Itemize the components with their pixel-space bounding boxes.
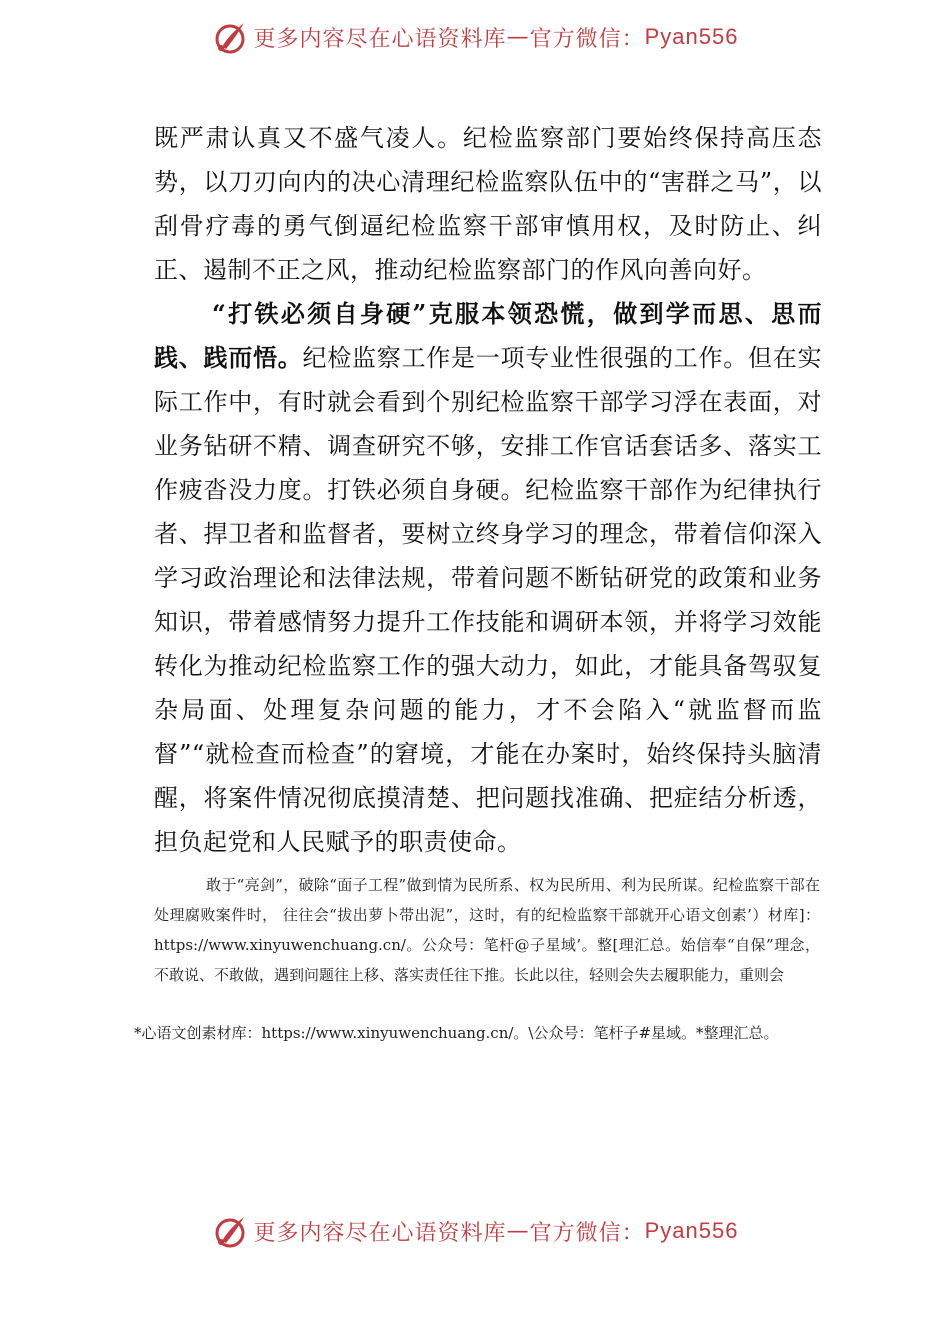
- ink-brush-logo-icon: [212, 1213, 248, 1249]
- footer-banner: [0, 1206, 950, 1256]
- banner-separator: —: [506, 24, 530, 50]
- body-paragraph-1: 既严肃认真又不盛气凌人。纪检监察部门要始终保持高压态势，以刀刃向内的决心清理纪检监察队伍中的“害群之马”，以刮骨疗毒的勇气倒逼纪检监察干部审慎用权，及时防止、纠正、遏制不正之风，推动纪检监察部门的作风向善向好。: [154, 124, 822, 284]
- banner-title: 更多内容尽在心语资料库: [253, 1220, 507, 1246]
- small-print-text: 敢于“亮剑”，破除“面子工程”做到情为民所系、权为民所用、利为民所谋。纪检监察干部在处理腐败案件时， 往往会“拔出萝卜带出泥”，这时，有的纪检监察干部就开心语文创素’）材库]：https://www.xinyuwenchuang.cn/。公众号：笔杆@子星域’。整[理汇总。始信奉“自保”理念，不敢说、不敢做，遇到问题往上移、落实责任往下推。长此以往，轻则会失去履职能力，重则会: [154, 876, 820, 984]
- banner-label: 官方微信：: [529, 1220, 645, 1246]
- banner-separator: —: [506, 1218, 530, 1244]
- paragraph-heading: “打铁必须自身硬”克服本领恐慌，做到学而思、思而践、践而悟。: [154, 299, 822, 372]
- document-body: [154, 116, 822, 864]
- tail-note: [134, 1018, 824, 1048]
- ink-brush-logo-icon: [212, 19, 248, 55]
- banner-wechat-handle: Pyan556: [644, 24, 739, 49]
- banner-wechat-handle: Pyan556: [644, 1218, 739, 1243]
- banner-label: 官方微信：: [529, 26, 645, 52]
- banner-title: 更多内容尽在心语资料库: [253, 26, 507, 52]
- tail-note-text: *心语文创素材库：https://www.xinyuwenchuang.cn/。\公众号：笔杆子#星域。*整理汇总。: [134, 1024, 779, 1042]
- paragraph-text: 纪检监察工作是一项专业性很强的工作。但在实际工作中，有时就会看到个别纪检监察干部学习浮在表面，对业务钻研不精、调查研究不够，安排工作官话套话多、落实工作疲沓没力度。打铁必须自身硬。纪检监察干部作为纪律执行者、捍卫者和监督者，要树立终身学习的理念，带着信仰深入学习政治理论和法律法规，带着问题不断钻研党的政策和业务知识，带着感情努力提升工作技能和调研本领，并将学习效能转化为推动纪检监察工作的强大动力，如此，才能具备驾驭复杂局面、处理复杂问题的能力，才不会陷入“就监督而监督”“就检查而检查”的窘境，才能在办案时，始终保持头脑清醒，将案件情况彻底摸清楚、把问题找准确、把症结分析透，担负起党和人民赋予的职责使命。: [154, 344, 822, 856]
- body-paragraph-2: [154, 292, 822, 864]
- header-banner: [0, 12, 950, 62]
- small-print-paragraph: [154, 870, 820, 990]
